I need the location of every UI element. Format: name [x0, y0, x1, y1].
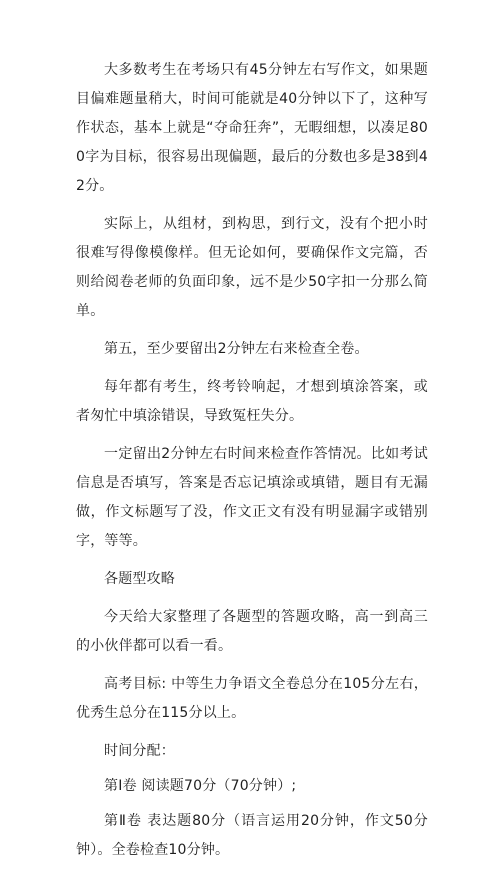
paragraph-paper-two: 第Ⅱ卷 表达题80分（语言运用20分钟，作文50分钟）。全卷检查10分钟。 [76, 813, 428, 858]
paragraph-score-goal: 高考目标: 中等生力争语文全卷总分在105分左右，优秀生总分在115分以上。 [76, 676, 428, 721]
paragraph-intro: 今天给大家整理了各题型的答题攻略，高一到高三的小伙伴都可以看一看。 [76, 609, 428, 654]
paragraph-check-details: 一定留出2分钟左右时间来检查作答情况。比如考试信息是否填写，答案是否忘记填涂或填错，题目有无漏做，作文标题写了没，作文正文有没有明显漏字或错别字，等等。 [76, 446, 428, 549]
paragraph-exam-time: 大多数考生在考场只有45分钟左右写作文，如果题目偏难题量稍大，时间可能就是40分钟以下了，这种写作状态，基本上就是“夺命狂奔”，无暇细想，以凑足800字为目标，很容易出现偏题，最后的分数也多是38到42分。 [76, 62, 428, 194]
paragraph-fill-answers: 每年都有考生，终考铃响起，才想到填涂答案，或者匆忙中填涂错误，导致冤枉失分。 [76, 379, 428, 424]
paragraph-check-paper: 第五，至少要留出2分钟左右来检查全卷。 [104, 341, 369, 357]
paragraph-time-allocation: 时间分配： [104, 743, 175, 759]
paragraph-paper-one: 第Ⅰ卷 阅读题70分（70分钟）; [104, 778, 297, 794]
paragraph-essay-advice: 实际上，从组材，到构思，到行文，没有个把小时很难写得像模像样。但无论如何，要确保作文完篇，否则给阅卷老师的负面印象，远不是少50字扣一分那么简单。 [76, 216, 428, 319]
document-body [76, 56, 428, 874]
section-heading: 各题型攻略 [104, 571, 175, 587]
